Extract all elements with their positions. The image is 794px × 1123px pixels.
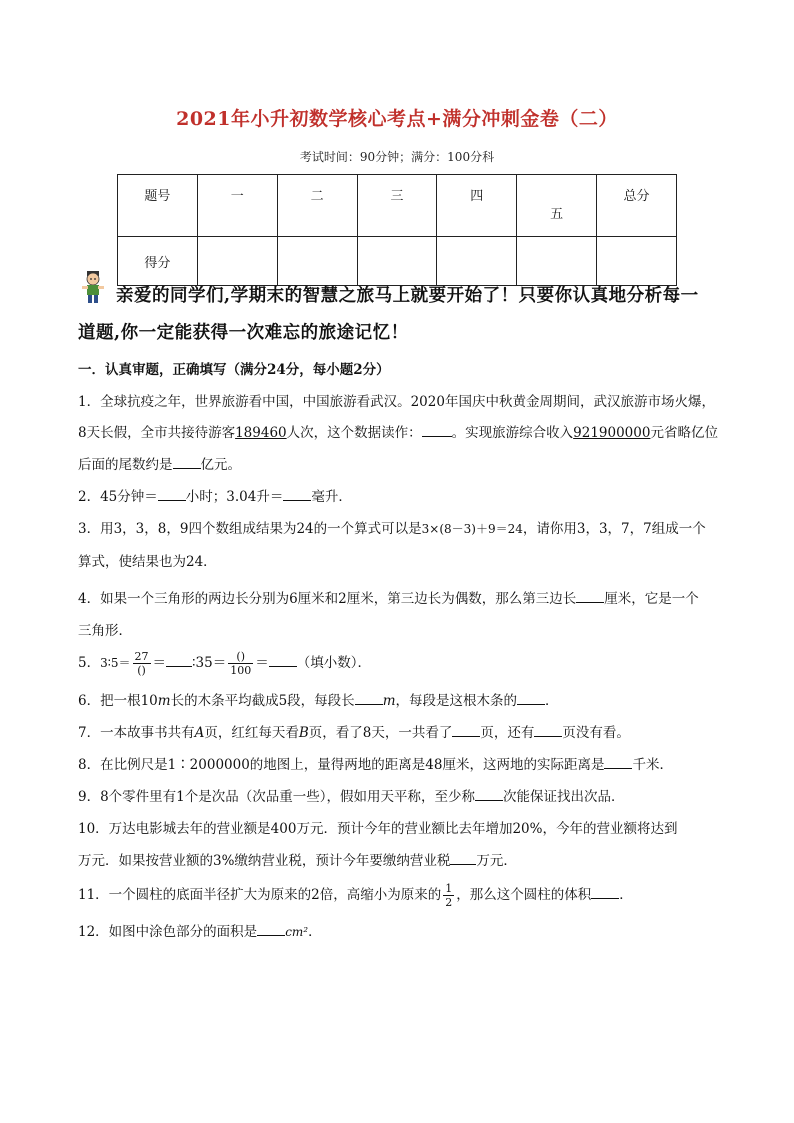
student-mascot-icon <box>78 270 108 304</box>
question-7: 7．一本故事书共有A页，红红每天看B页，看了8天，一共看了 页，还有 页没有看。 <box>78 725 630 741</box>
question-4-line-2: 三角形． <box>78 623 132 639</box>
answer-blank[interactable] <box>173 455 201 469</box>
question-11: 11．一个圆柱的底面半径扩大为原来的2倍，高缩小为原来的 $\frac{1}{2}$ ，那么这个圆柱的体积 ． <box>78 882 633 909</box>
sample-expression: 3×(8－3)＋9＝24 <box>421 522 523 536</box>
page-title: 2021年小升初数学核心考点+满分冲刺金卷（二） <box>176 108 618 130</box>
score-table <box>117 174 677 286</box>
answer-blank[interactable] <box>283 487 311 501</box>
question-2: 2．45分钟＝ 小时；3.04升＝ 毫升． <box>78 489 352 505</box>
greeting-line-2: 道题,你一定能获得一次难忘的旅途记忆！ <box>78 323 409 343</box>
score-cell[interactable] <box>277 237 357 286</box>
question-5: 5．3∶5＝ $\frac{27}{()}$ ＝ ∶35＝ $\frac{()}{100}$ ＝ （填小数）． <box>78 650 371 677</box>
score-cell[interactable] <box>437 237 517 286</box>
fraction: $\frac{()}{100}$ <box>230 650 252 677</box>
answer-blank[interactable] <box>534 723 562 737</box>
section-heading: 一．认真审题，正确填写（满分24分，每小题2分） <box>78 362 390 378</box>
income-amount: 921900000 <box>573 425 651 441</box>
score-header-cell: 二 <box>277 175 357 237</box>
question-12: 12．如图中涂色部分的面积是 cm²． <box>78 924 322 940</box>
score-table-header-row <box>118 175 677 237</box>
question-4-line-1: 4．如果一个三角形的两边长分别为6厘米和2厘米，第三边长为偶数，那么第三边长 厘米，它是一个 <box>78 591 699 607</box>
answer-blank[interactable] <box>517 691 545 705</box>
answer-blank[interactable] <box>450 851 476 865</box>
answer-blank[interactable] <box>422 423 452 437</box>
score-cell[interactable] <box>357 237 437 286</box>
answer-blank[interactable] <box>475 787 503 801</box>
fraction: $\frac{1}{2}$ <box>445 882 453 909</box>
answer-blank[interactable] <box>591 885 619 899</box>
score-header-cell: 三 <box>357 175 437 237</box>
score-cell[interactable] <box>517 237 597 286</box>
question-1-line-1: 1．全球抗疫之年，世界旅游看中国，中国旅游看武汉。2020年国庆中秋黄金周期间，武汉旅游市场火爆， <box>78 394 715 410</box>
answer-blank[interactable] <box>257 922 285 936</box>
question-1-line-2: 8天长假，全市共接待游客189460人次，这个数据读作： 。实现旅游综合收入921900000元省略亿位 <box>78 425 718 441</box>
score-table-score-row <box>118 237 677 286</box>
answer-blank[interactable] <box>604 755 632 769</box>
score-header-cell: 五 <box>517 175 597 237</box>
visitor-count: 189460 <box>235 425 287 441</box>
question-3-line-1: 3．用3，3，8，9四个数组成结果为24的一个算式可以是3×(8－3)＋9＝24，请你用3，3，7，7组成一个 <box>78 521 706 537</box>
greeting-line-1: 亲爱的同学们,学期末的智慧之旅马上就要开始了！只要你认真地分析每一 <box>116 286 699 306</box>
answer-blank[interactable] <box>576 589 604 603</box>
answer-blank[interactable] <box>355 691 383 705</box>
answer-blank[interactable] <box>158 487 186 501</box>
question-10-line-1: 10．万达电影城去年的营业额是400万元．预计今年的营业额比去年增加20%，今年的营业额将达到 <box>78 821 678 837</box>
answer-blank[interactable] <box>166 653 192 667</box>
answer-blank[interactable] <box>452 723 480 737</box>
exam-info: 考试时间：90分钟；满分：100分科 <box>299 150 495 164</box>
question-6: 6．把一根10m长的木条平均截成5段，每段长 m，每段是这根木条的 ． <box>78 693 559 709</box>
score-cell[interactable] <box>197 237 277 286</box>
fraction: $\frac{27}{()}$ <box>134 650 149 677</box>
score-row-label: 得分 <box>118 237 198 286</box>
question-1-line-3: 后面的尾数约是 亿元。 <box>78 457 241 473</box>
score-header-cell: 四 <box>437 175 517 237</box>
question-3-line-2: 算式，使结果也为24． <box>78 554 217 570</box>
question-10-line-2: 万元．如果按营业额的3%缴纳营业税，预计今年要缴纳营业税 万元． <box>78 853 517 869</box>
score-cell[interactable] <box>597 237 677 286</box>
question-8: 8．在比例尺是1∶2000000的地图上，量得两地的距离是48厘米，这两地的实际距离是 千米． <box>78 757 673 773</box>
score-header-cell: 题号 <box>118 175 198 237</box>
answer-blank[interactable] <box>269 653 297 667</box>
score-header-cell: 一 <box>197 175 277 237</box>
question-9: 9．8个零件里有1个是次品（次品重一些），假如用天平称，至少称 次能保证找出次品． <box>78 789 625 805</box>
score-header-cell: 总分 <box>597 175 677 237</box>
